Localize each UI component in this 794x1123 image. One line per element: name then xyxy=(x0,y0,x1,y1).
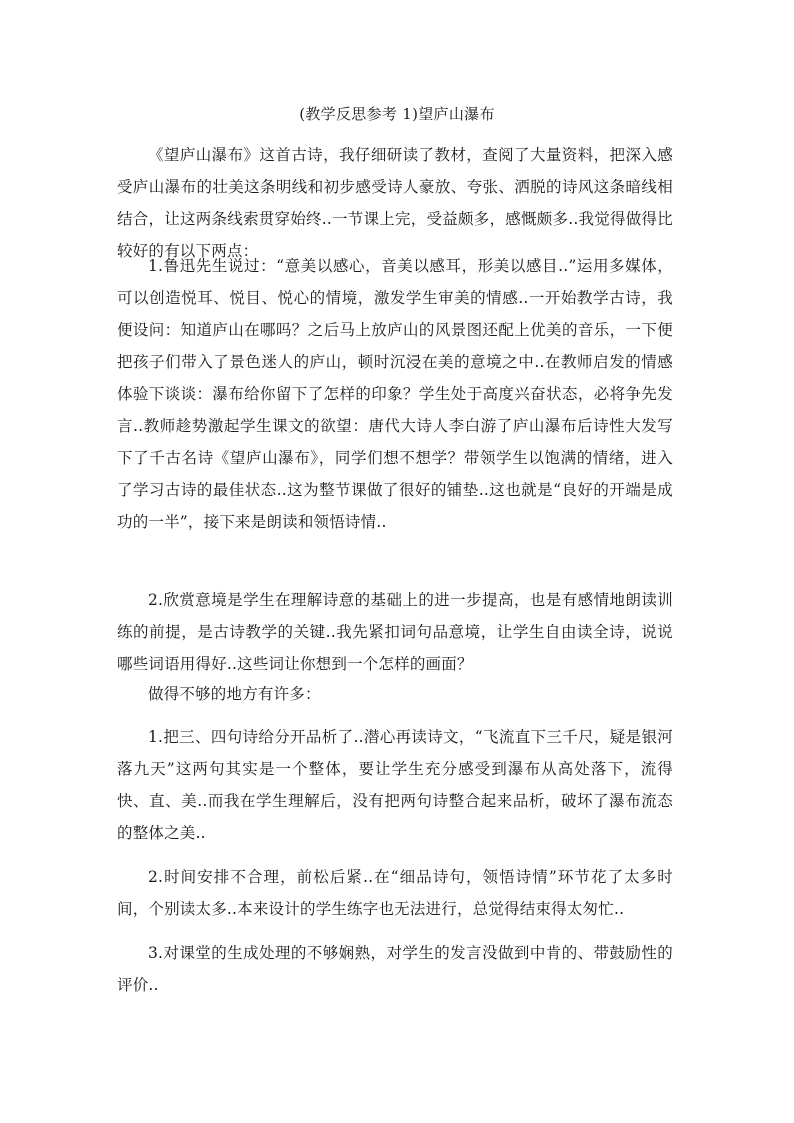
strength-paragraph-1: 1.鲁迅先生说过：“意美以感心，音美以感耳，形美以感目..”运用多媒体，可以创造悦耳、悦目、悦心的情境，激发学生审美的情感..一开始教学古诗，我便设问：知道庐山在哪吗？之后马上放庐山的风景图还配上优美的音乐，一下便把孩子们带入了景色迷人的庐山，顿时沉浸在美的意境之中..在教师启发的情感体验下谈谈：瀑布给你留下了怎样的印象？学生处于高度兴奋状态，必将争先发言..教师趁势激起学生课文的欲望：唐代大诗人李白游了庐山瀑布后诗性大发写下了千古名诗《望庐山瀑布》，同学们想不想学？带领学生以饱满的情绪，进入了学习古诗的最佳状态..这为整节课做了很好的铺垫..这也就是“良好的开端是成功的一半”，接下来是朗读和领悟诗情.. xyxy=(117,257,673,531)
weakness-paragraph-2: 2.时间安排不合理，前松后紧..在“细品诗句，领悟诗情”环节花了太多时间，个别读太多..本来设计的学生练字也无法进行，总觉得结束得太匆忙.. xyxy=(117,868,673,918)
weakness-paragraph-1: 1.把三、四句诗给分开品析了..潜心再读诗文，“飞流直下三千尺，疑是银河落九天”这两句其实是一个整体，要让学生充分感受到瀑布从高处落下，流得快、直、美..而我在学生理解后，没有把两句诗整合起来品析，破坏了瀑布流态的整体之美.. xyxy=(117,728,673,842)
document-title: (教学反思参考 1)望庐山瀑布 xyxy=(299,105,495,123)
intro-paragraph: 《望庐山瀑布》这首古诗，我仔细研读了教材，查阅了大量资料，把深入感受庐山瀑布的壮美这条明线和初步感受诗人豪放、夸张、洒脱的诗风这条暗线相结合，让这两条线索贯穿始终..一节课上完，受益颇多，感慨颇多..我觉得做得比较好的有以下两点： xyxy=(117,146,673,260)
strength-paragraph-2: 2.欣赏意境是学生在理解诗意的基础上的进一步提高，也是有感情地朗读训练的前提，是古诗教学的关键..我先紧扣词句品意境，让学生自由读全诗，说说哪些词语用得好..这些词让你想到一个怎样的画面？ xyxy=(117,591,673,673)
weakness-paragraph-3: 3.对课堂的生成处理的不够娴熟，对学生的发言没做到中肯的、带鼓励性的评价.. xyxy=(117,944,673,994)
weakness-heading: 做得不够的地方有许多： xyxy=(148,685,321,703)
